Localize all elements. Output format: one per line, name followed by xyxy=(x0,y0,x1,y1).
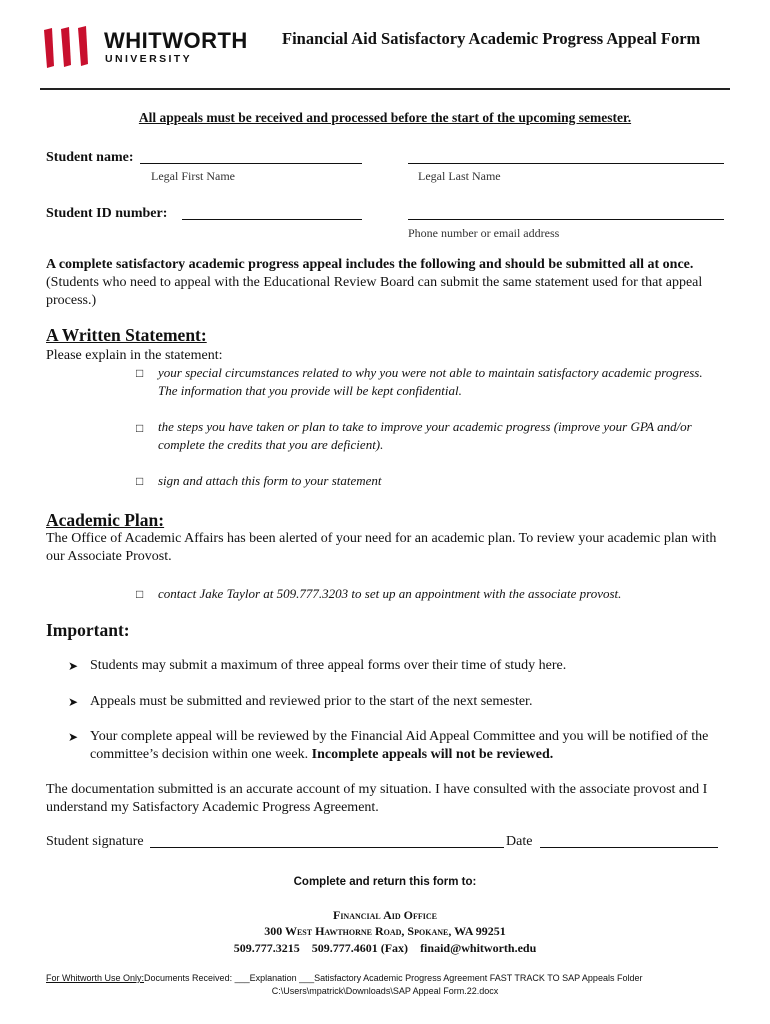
date-field[interactable] xyxy=(540,847,718,848)
last-name-field[interactable] xyxy=(408,163,724,164)
office-address: 300 West Hawthorne Road, Spokane, WA 99251 xyxy=(264,924,506,938)
intro-paragraph xyxy=(46,256,722,310)
logo-subtitle: UNIVERSITY xyxy=(105,53,193,65)
important-item-3 xyxy=(90,728,722,764)
checkbox-icon[interactable]: □ xyxy=(136,587,144,601)
important-item-3-text: Your complete appeal will be reviewed by the Financial Aid Appeal Committee and you will be notified of the committee’s decision within one week. xyxy=(90,729,709,762)
checkbox-icon[interactable]: □ xyxy=(136,474,144,488)
header-divider xyxy=(40,88,730,90)
deadline-notice: All appeals must be received and processed before the start of the upcoming semester. xyxy=(138,110,632,125)
checkbox-icon[interactable]: □ xyxy=(136,366,144,380)
return-instructions: Complete and return this form to: xyxy=(293,876,477,888)
office-email[interactable]: finaid@whitworth.edu xyxy=(420,941,537,955)
form-title: Financial Aid Satisfactory Academic Progress Appeal Form xyxy=(282,29,701,48)
signature-field[interactable] xyxy=(150,847,504,848)
important-item-3-bold: Incomplete appeals will not be reviewed. xyxy=(311,747,554,762)
student-name-label: Student name: xyxy=(46,150,134,165)
academic-plan-item: contact Jake Taylor at 509.777.3203 to set up an appointment with the associate provost. xyxy=(158,586,622,601)
important-item-2: Appeals must be submitted and reviewed prior to the start of the next semester. xyxy=(90,694,533,709)
office-phone: 509.777.3215 xyxy=(233,941,300,955)
arrow-bullet-icon: ➤ xyxy=(68,695,79,709)
academic-plan-text: The Office of Academic Affairs has been alerted of your need for an academic plan. To review your academic plan with our Associate Provost. xyxy=(46,531,717,564)
office-use-line xyxy=(46,973,642,983)
important-heading: Important: xyxy=(46,620,130,640)
office-name: Financial Aid Office xyxy=(332,908,437,922)
student-id-field[interactable] xyxy=(182,219,362,220)
important-item-1: Students may submit a maximum of three appeal forms over their time of study here. xyxy=(90,658,567,673)
first-name-field[interactable] xyxy=(140,163,362,164)
office-fax: 509.777.4601 (Fax) xyxy=(311,941,409,955)
contact-field[interactable] xyxy=(408,219,724,220)
signature-label: Student signature xyxy=(46,834,144,849)
contact-caption: Phone number or email address xyxy=(408,226,560,240)
office-use-text: Documents Received: ___Explanation ___Satisfactory Academic Progress Agreement FAST TRACK TO SAP Appeals Folder xyxy=(144,973,643,983)
intro-normal: (Students who need to appeal with the Educational Review Board can submit the same statement used for that appeal process.) xyxy=(46,275,703,308)
statement-item-2: the steps you have taken or plan to take to improve your academic progress (improve your GPA and/or complete the credits that you are deficient). xyxy=(158,419,692,452)
office-use-label: For Whitworth Use Only: xyxy=(46,973,145,983)
statement-item-1: your special circumstances related to why you were not able to maintain satisfactory academic progress. The information that you provide will be kept confidential. xyxy=(158,365,703,398)
logo-wordmark: WHITWORTH xyxy=(104,28,248,53)
academic-plan-heading: Academic Plan: xyxy=(46,510,165,530)
whitworth-logo xyxy=(44,26,264,70)
logo-mark-icon xyxy=(44,26,100,70)
arrow-bullet-icon: ➤ xyxy=(68,659,79,673)
date-label: Date xyxy=(506,834,533,849)
last-name-caption: Legal Last Name xyxy=(418,169,501,183)
checkbox-icon[interactable]: □ xyxy=(136,421,144,435)
file-path: C:\Users\mpatrick\Downloads\SAP Appeal Form.22.docx xyxy=(271,986,499,996)
intro-bold: A complete satisfactory academic progress appeal includes the following and should be submitted all at once. xyxy=(46,257,694,272)
declaration-text: The documentation submitted is an accurate account of my situation. I have consulted with the associate provost and I understand my Satisfactory Academic Progress Agreement. xyxy=(46,782,708,815)
written-statement-heading: A Written Statement: xyxy=(46,325,207,345)
student-id-label: Student ID number: xyxy=(46,206,168,221)
office-contacts xyxy=(0,941,770,956)
arrow-bullet-icon: ➤ xyxy=(68,730,79,744)
written-statement-lead: Please explain in the statement: xyxy=(46,348,223,363)
first-name-caption: Legal First Name xyxy=(151,169,235,183)
statement-item-3: sign and attach this form to your statement xyxy=(158,473,382,488)
